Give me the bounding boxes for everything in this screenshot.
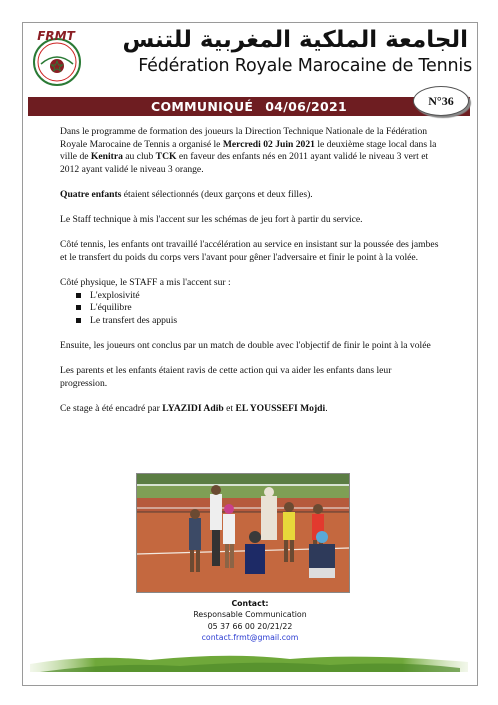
- paragraph-coaches: [60, 403, 440, 416]
- paragraph-physique: Côté physique, le STAFF a mis l'accent sur :: [60, 277, 231, 289]
- paragraph-tennis: Côté tennis, les enfants ont travaillé l'accélération au service en insistant sur la poussée des jambes et le transfert du poids du corps vers l'avant pour gêner l'adversaire et finir le point à la volée.: [60, 239, 439, 263]
- paragraph-staff: Le Staff technique à mis l'accent sur les schémas de jeu fort à partir du service.: [60, 214, 363, 226]
- text: en faveur des enfants nés en 2011 ayant validé le niveau 3 vert et 2012 ayant validé le niveau 3 orange.: [60, 151, 429, 175]
- list-item: L'équilibre: [76, 302, 440, 315]
- contact-role: Responsable Communication: [193, 610, 307, 620]
- frmt-logo: [27, 30, 85, 88]
- contact-block: [150, 598, 350, 643]
- paragraph-parents: Les parents et les enfants étaient ravis de cette action qui va aider les enfants dans leur progression.: [60, 365, 392, 389]
- communique-banner: [28, 97, 470, 116]
- list-item: Le transfert des appuis: [76, 315, 440, 328]
- contact-email-link[interactable]: contact.frmt@gmail.com: [201, 632, 299, 642]
- logo-text: FRMT: [37, 30, 75, 43]
- text: au club: [122, 151, 156, 163]
- banner-date: 04/06/2021: [265, 99, 347, 114]
- group-photo: [136, 473, 350, 593]
- coach-name-bold: EL YOUSSEFI Mojdi: [235, 403, 326, 415]
- list-item: L'explosivité: [76, 290, 440, 303]
- text: le deuxième stage local dans la ville de: [60, 138, 437, 163]
- text: .: [325, 403, 328, 415]
- text: Dans le programme de formation des joueurs la Direction Technique Nationale de la Fédération Royale Marocaine de Tennis a organisé le: [60, 126, 428, 150]
- paragraph-intro: [60, 126, 440, 176]
- communique-number-badge: N°36: [413, 86, 469, 116]
- arabic-federation-name: الجامعة الملكية المغربية للتنس: [122, 27, 468, 53]
- date-bold: Mercredi 02 Juin 2021: [222, 138, 315, 150]
- communique-body: [60, 126, 440, 428]
- count-bold: Quatre enfants: [60, 188, 122, 200]
- paragraph-selection: [60, 189, 440, 202]
- text: et: [223, 403, 236, 415]
- contact-title: Contact:: [231, 599, 269, 608]
- city-bold: Kenitra: [90, 151, 123, 163]
- text: étaient sélectionnés (deux garçons et deux filles).: [121, 188, 313, 200]
- text: Ce stage à été encadré par: [60, 403, 163, 415]
- physique-bullet-list: [60, 290, 440, 328]
- club-bold: TCK: [155, 151, 177, 163]
- paragraph-match: Ensuite, les joueurs ont conclus par un match de double avec l'objectif de finir le point à la volée: [60, 340, 431, 352]
- banner-title: COMMUNIQUÉ: [151, 99, 254, 114]
- grass-footer-decoration: [30, 650, 468, 672]
- contact-phone: 05 37 66 00 20/21/22: [207, 621, 293, 631]
- latin-federation-name: Fédération Royale Marocaine de Tennis: [138, 56, 472, 76]
- coach-name-bold: LYAZIDI Adib: [162, 403, 224, 415]
